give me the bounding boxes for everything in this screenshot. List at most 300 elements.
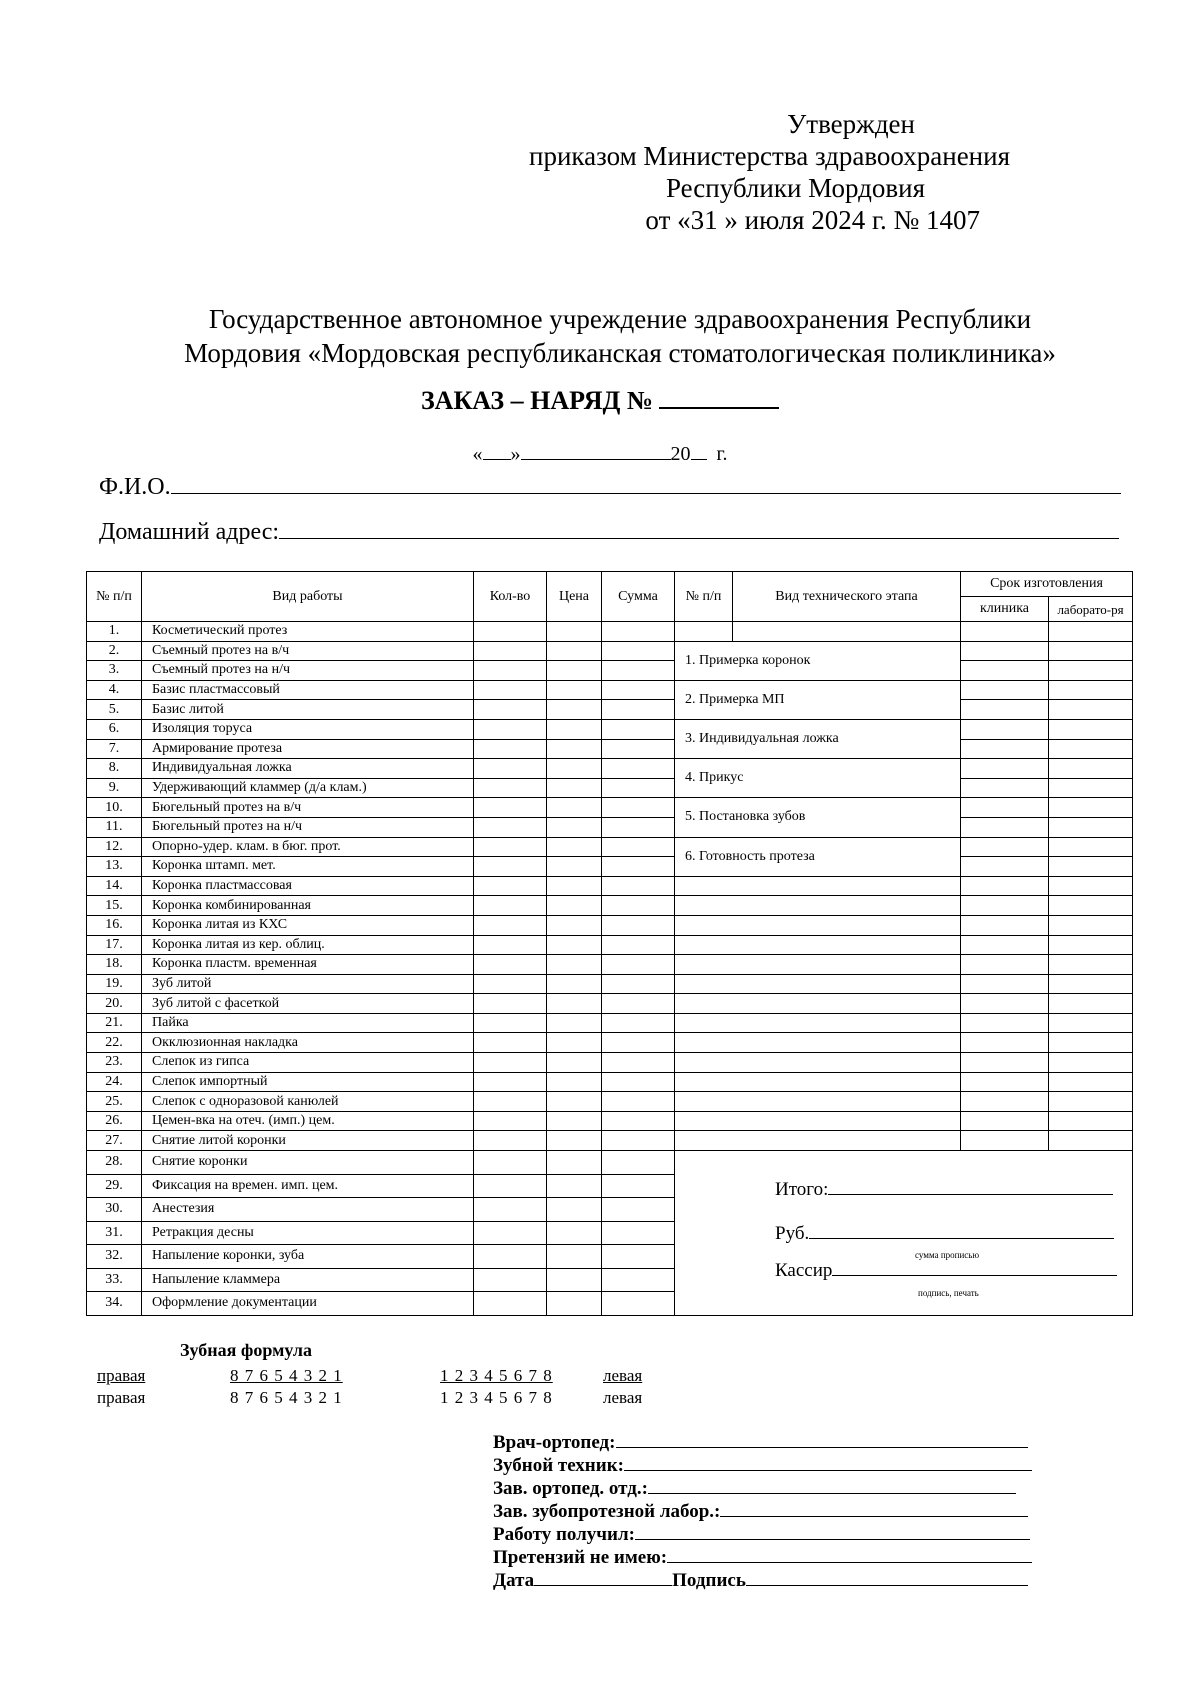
formula-right-teeth-upper: 8 7 6 5 4 3 2 1	[230, 1366, 343, 1385]
qty-cell[interactable]	[474, 739, 547, 759]
address-label: Домашний адрес:	[99, 519, 280, 545]
lab-term-cell[interactable]	[1049, 837, 1133, 857]
qty-cell[interactable]	[474, 1131, 547, 1151]
price-cell[interactable]	[547, 1033, 602, 1053]
table-row	[87, 1072, 1133, 1092]
fio-field[interactable]	[171, 473, 1121, 494]
qty-cell[interactable]	[474, 1013, 547, 1033]
price-cell[interactable]	[547, 974, 602, 994]
work-name: Снятие коронки	[142, 1151, 474, 1175]
price-cell[interactable]	[547, 1268, 602, 1292]
price-cell[interactable]	[547, 719, 602, 739]
table-row	[87, 759, 1133, 779]
clinic-term-cell[interactable]	[961, 935, 1049, 955]
price-cell[interactable]	[547, 622, 602, 642]
order-table	[86, 571, 1133, 1316]
lab-term-cell[interactable]	[1049, 739, 1133, 759]
lab-term-cell[interactable]	[1049, 1131, 1133, 1151]
row-number: 9.	[87, 778, 142, 798]
sig-received-label: Работу получил:	[493, 1524, 635, 1545]
sum-cell[interactable]	[602, 817, 675, 837]
sum-cell[interactable]	[602, 876, 675, 896]
clinic-term-cell[interactable]	[961, 876, 1049, 896]
stage-cell	[675, 1072, 961, 1092]
sum-cell[interactable]	[602, 1151, 675, 1175]
table-row	[87, 857, 1133, 877]
clinic-term-cell[interactable]	[961, 739, 1049, 759]
qty-cell[interactable]	[474, 1111, 547, 1131]
formula-left-label-upper: левая	[603, 1366, 643, 1385]
clinic-term-cell[interactable]	[961, 994, 1049, 1014]
row-number: 18.	[87, 955, 142, 975]
work-name: Армирование протеза	[142, 739, 474, 759]
qty-cell[interactable]	[474, 661, 547, 681]
sum-cell[interactable]	[602, 837, 675, 857]
price-cell[interactable]	[547, 896, 602, 916]
rub-hint: сумма прописью	[915, 1250, 980, 1261]
sig-head-lab-row	[493, 1501, 1028, 1523]
formula-right-label-lower: правая	[97, 1388, 146, 1407]
clinic-term-cell[interactable]	[961, 719, 1049, 739]
stage-cell	[675, 1053, 961, 1073]
sum-cell[interactable]	[602, 1013, 675, 1033]
cashier-label: Кассир	[775, 1260, 833, 1282]
row-number: 13.	[87, 857, 142, 877]
qty-cell[interactable]	[474, 1198, 547, 1222]
work-name: Опорно-удер. клам. в бюг. прот.	[142, 837, 474, 857]
table-row	[87, 837, 1133, 857]
order-number-field[interactable]	[659, 385, 779, 409]
row-number: 14.	[87, 876, 142, 896]
work-name: Цемен-вка на отеч. (имп.) цем.	[142, 1111, 474, 1131]
qty-cell[interactable]	[474, 857, 547, 877]
cashier-field[interactable]	[832, 1260, 1117, 1276]
row-number: 25.	[87, 1092, 142, 1112]
work-name: Съемный протез на в/ч	[142, 641, 474, 661]
qty-cell[interactable]	[474, 896, 547, 916]
lab-term-cell[interactable]	[1049, 876, 1133, 896]
clinic-term-cell[interactable]	[961, 817, 1049, 837]
sum-cell[interactable]	[602, 1221, 675, 1245]
sig-head-lab-field[interactable]	[720, 1501, 1028, 1517]
sum-cell[interactable]	[602, 1268, 675, 1292]
clinic-term-cell[interactable]	[961, 1111, 1049, 1131]
clinic-term-cell[interactable]	[961, 700, 1049, 720]
row-number: 2.	[87, 641, 142, 661]
qty-cell[interactable]	[474, 994, 547, 1014]
clinic-term-cell[interactable]	[961, 857, 1049, 877]
price-cell[interactable]	[547, 1111, 602, 1131]
clinic-term-cell[interactable]	[961, 661, 1049, 681]
lab-term-cell[interactable]	[1049, 935, 1133, 955]
sum-cell[interactable]	[602, 641, 675, 661]
sig-no-claims-field[interactable]	[667, 1547, 1032, 1563]
work-name: Пайка	[142, 1013, 474, 1033]
price-cell[interactable]	[547, 1245, 602, 1269]
lab-term-cell[interactable]	[1049, 680, 1133, 700]
row-number: 12.	[87, 837, 142, 857]
price-cell[interactable]	[547, 778, 602, 798]
organization-name	[130, 302, 1110, 370]
sig-ortho-label: Врач-ортопед:	[493, 1432, 616, 1453]
row-number: 32.	[87, 1245, 142, 1269]
qty-cell[interactable]	[474, 1245, 547, 1269]
row-number: 6.	[87, 719, 142, 739]
price-cell[interactable]	[547, 700, 602, 720]
lab-term-cell[interactable]	[1049, 915, 1133, 935]
row-number: 20.	[87, 994, 142, 1014]
header-work: Вид работы	[142, 572, 474, 622]
row-number: 21.	[87, 1013, 142, 1033]
work-name: Фиксация на времен. имп. цем.	[142, 1174, 474, 1198]
address-row	[99, 518, 1119, 546]
date-day-field[interactable]	[483, 443, 511, 460]
clinic-term-cell[interactable]	[961, 622, 1049, 642]
formula-right-label-upper: правая	[97, 1366, 146, 1385]
sum-cell[interactable]	[602, 1245, 675, 1269]
row-number: 3.	[87, 661, 142, 681]
qty-cell[interactable]	[474, 1174, 547, 1198]
price-cell[interactable]	[547, 857, 602, 877]
address-field[interactable]	[279, 518, 1119, 539]
work-name: Слепок с одноразовой канюлей	[142, 1092, 474, 1112]
rub-field[interactable]	[809, 1223, 1114, 1239]
table-row	[87, 680, 1133, 700]
work-name: Окклюзионная накладка	[142, 1033, 474, 1053]
sum-cell[interactable]	[602, 994, 675, 1014]
lab-term-cell[interactable]	[1049, 817, 1133, 837]
order-table-body	[87, 622, 1133, 1316]
approval-line-2: приказом Министерства здравоохранения	[529, 141, 1010, 171]
qty-cell[interactable]	[474, 974, 547, 994]
stage-name: 2. Примерка МП	[675, 680, 961, 719]
sum-cell[interactable]	[602, 896, 675, 916]
clinic-term-cell[interactable]	[961, 778, 1049, 798]
order-title	[0, 385, 1200, 416]
date-year-prefix: 20	[670, 443, 691, 465]
approval-line-1: Утвержден	[787, 109, 915, 139]
qty-cell[interactable]	[474, 622, 547, 642]
price-cell[interactable]	[547, 1072, 602, 1092]
price-cell[interactable]	[547, 661, 602, 681]
formula-left-label-lower: левая	[603, 1388, 643, 1407]
sum-cell[interactable]	[602, 700, 675, 720]
price-cell[interactable]	[547, 680, 602, 700]
sig-ortho-row	[493, 1432, 1028, 1454]
sum-cell[interactable]	[602, 680, 675, 700]
table-row	[87, 876, 1133, 896]
stage-cell	[675, 876, 961, 896]
sum-cell[interactable]	[602, 1072, 675, 1092]
header-term: Срок изготовления	[961, 572, 1133, 597]
sum-cell[interactable]	[602, 935, 675, 955]
work-name: Зуб литой с фасеткой	[142, 994, 474, 1014]
stage-cell	[675, 994, 961, 1014]
row-number: 5.	[87, 700, 142, 720]
formula-left-teeth-lower: 1 2 3 4 5 6 7 8	[440, 1388, 553, 1407]
lab-term-cell[interactable]	[1049, 622, 1133, 642]
header-qty: Кол-во	[474, 572, 547, 622]
table-row	[87, 798, 1133, 818]
qty-cell[interactable]	[474, 1292, 547, 1316]
rub-label: Руб.	[775, 1223, 810, 1245]
sum-cell[interactable]	[602, 955, 675, 975]
lab-term-cell[interactable]	[1049, 974, 1133, 994]
qty-cell[interactable]	[474, 837, 547, 857]
sum-cell[interactable]	[602, 1111, 675, 1131]
qty-cell[interactable]	[474, 1092, 547, 1112]
price-cell[interactable]	[547, 1131, 602, 1151]
work-name: Напыление коронки, зуба	[142, 1245, 474, 1269]
price-cell[interactable]	[547, 817, 602, 837]
qty-cell[interactable]	[474, 1053, 547, 1073]
qty-cell[interactable]	[474, 641, 547, 661]
sum-cell[interactable]	[602, 759, 675, 779]
stage-cell	[675, 935, 961, 955]
qty-cell[interactable]	[474, 1151, 547, 1175]
stage-cell	[675, 1111, 961, 1131]
price-cell[interactable]	[547, 1013, 602, 1033]
table-row	[87, 974, 1133, 994]
header-sum: Сумма	[602, 572, 675, 622]
qty-cell[interactable]	[474, 680, 547, 700]
clinic-term-cell[interactable]	[961, 641, 1049, 661]
stage-cell	[675, 1033, 961, 1053]
qty-cell[interactable]	[474, 1072, 547, 1092]
sum-cell[interactable]	[602, 798, 675, 818]
organization-line-2: Мордовия «Мордовская республиканская стоматологическая поликлиника»	[184, 338, 1056, 368]
date-year-field[interactable]	[691, 443, 707, 460]
lab-term-cell[interactable]	[1049, 700, 1133, 720]
work-name: Ретракция десны	[142, 1221, 474, 1245]
price-cell[interactable]	[547, 837, 602, 857]
table-row	[87, 1013, 1133, 1033]
lab-term-cell[interactable]	[1049, 1072, 1133, 1092]
row-number: 22.	[87, 1033, 142, 1053]
lab-term-cell[interactable]	[1049, 1111, 1133, 1131]
sig-no-claims-row	[493, 1547, 1032, 1569]
lab-term-cell[interactable]	[1049, 641, 1133, 661]
sig-ortho-field[interactable]	[616, 1432, 1028, 1448]
price-cell[interactable]	[547, 1198, 602, 1222]
work-name: Изоляция торуса	[142, 719, 474, 739]
sum-cell[interactable]	[602, 739, 675, 759]
stage-name: 6. Готовность протеза	[675, 837, 961, 876]
table-row	[87, 1131, 1133, 1151]
lab-term-cell[interactable]	[1049, 994, 1133, 1014]
sum-cell[interactable]	[602, 622, 675, 642]
clinic-term-cell[interactable]	[961, 1131, 1049, 1151]
stage-cell	[675, 1092, 961, 1112]
table-row	[87, 641, 1133, 661]
sig-head-ortho-label: Зав. ортопед. отд.:	[493, 1478, 648, 1499]
clinic-term-cell[interactable]	[961, 915, 1049, 935]
sum-cell[interactable]	[602, 974, 675, 994]
qty-cell[interactable]	[474, 719, 547, 739]
stage-cell	[675, 955, 961, 975]
sig-head-ortho-row	[493, 1478, 1016, 1500]
sig-received-row	[493, 1524, 1030, 1546]
clinic-term-cell[interactable]	[961, 974, 1049, 994]
work-name: Коронка комбинированная	[142, 896, 474, 916]
qty-cell[interactable]	[474, 915, 547, 935]
qty-cell[interactable]	[474, 778, 547, 798]
work-name: Оформление документации	[142, 1292, 474, 1316]
clinic-term-cell[interactable]	[961, 1013, 1049, 1033]
qty-cell[interactable]	[474, 798, 547, 818]
qty-cell[interactable]	[474, 1268, 547, 1292]
row-number: 4.	[87, 680, 142, 700]
clinic-term-cell[interactable]	[961, 1072, 1049, 1092]
sum-cell[interactable]	[602, 778, 675, 798]
lab-term-cell[interactable]	[1049, 1013, 1133, 1033]
work-name: Коронка литая из кер. облиц.	[142, 935, 474, 955]
price-cell[interactable]	[547, 1221, 602, 1245]
price-cell[interactable]	[547, 641, 602, 661]
lab-term-cell[interactable]	[1049, 896, 1133, 916]
price-cell[interactable]	[547, 1092, 602, 1112]
cashier-hint: подпись, печать	[918, 1288, 979, 1299]
date-suffix: г.	[716, 443, 728, 465]
sum-cell[interactable]	[602, 1131, 675, 1151]
price-cell[interactable]	[547, 1151, 602, 1175]
date-month-field[interactable]	[521, 443, 671, 460]
lab-term-cell[interactable]	[1049, 778, 1133, 798]
stage-name: 4. Прикус	[675, 759, 961, 798]
sum-cell[interactable]	[602, 1292, 675, 1316]
totals-block	[675, 1151, 1133, 1316]
stage-name: 5. Постановка зубов	[675, 798, 961, 837]
stage-cell	[675, 896, 961, 916]
price-cell[interactable]	[547, 739, 602, 759]
sum-cell[interactable]	[602, 1053, 675, 1073]
stage-cell	[675, 974, 961, 994]
qty-cell[interactable]	[474, 1033, 547, 1053]
lab-term-cell[interactable]	[1049, 1053, 1133, 1073]
lab-term-cell[interactable]	[1049, 857, 1133, 877]
sig-head-ortho-field[interactable]	[648, 1478, 1016, 1494]
stage-cell	[733, 622, 961, 642]
price-cell[interactable]	[547, 1292, 602, 1316]
table-row	[87, 1111, 1133, 1131]
stage-num-cell	[675, 622, 733, 642]
clinic-term-cell[interactable]	[961, 955, 1049, 975]
clinic-term-cell[interactable]	[961, 798, 1049, 818]
order-title-text: ЗАКАЗ – НАРЯД №	[420, 386, 654, 415]
sum-cell[interactable]	[602, 1198, 675, 1222]
sig-date-field[interactable]	[534, 1570, 672, 1586]
work-name: Слепок импортный	[142, 1072, 474, 1092]
clinic-term-cell[interactable]	[961, 837, 1049, 857]
work-name: Коронка штамп. мет.	[142, 857, 474, 877]
header-stage: Вид технического этапа	[733, 572, 961, 622]
qty-cell[interactable]	[474, 955, 547, 975]
price-cell[interactable]	[547, 994, 602, 1014]
price-cell[interactable]	[547, 935, 602, 955]
sum-cell[interactable]	[602, 1092, 675, 1112]
work-name: Косметический протез	[142, 622, 474, 642]
lab-term-cell[interactable]	[1049, 1033, 1133, 1053]
stage-cell	[675, 1013, 961, 1033]
lab-term-cell[interactable]	[1049, 661, 1133, 681]
lab-term-cell[interactable]	[1049, 955, 1133, 975]
lab-term-cell[interactable]	[1049, 1092, 1133, 1112]
work-name: Удерживающий кламмер (д/а клам.)	[142, 778, 474, 798]
clinic-term-cell[interactable]	[961, 1033, 1049, 1053]
sig-no-claims-label: Претензий не имею:	[493, 1547, 668, 1568]
stage-cell	[675, 1131, 961, 1151]
qty-cell[interactable]	[474, 876, 547, 896]
lab-term-cell[interactable]	[1049, 798, 1133, 818]
table-row	[87, 622, 1133, 642]
sum-cell[interactable]	[602, 1174, 675, 1198]
clinic-term-cell[interactable]	[961, 1092, 1049, 1112]
qty-cell[interactable]	[474, 817, 547, 837]
sum-cell[interactable]	[602, 1033, 675, 1053]
price-cell[interactable]	[547, 1174, 602, 1198]
price-cell[interactable]	[547, 1053, 602, 1073]
price-cell[interactable]	[547, 759, 602, 779]
work-name: Съемный протез на н/ч	[142, 661, 474, 681]
qty-cell[interactable]	[474, 935, 547, 955]
sum-cell[interactable]	[602, 661, 675, 681]
sum-cell[interactable]	[602, 719, 675, 739]
row-number: 29.	[87, 1174, 142, 1198]
table-row	[87, 915, 1133, 935]
sig-date-row	[493, 1570, 1028, 1592]
work-name: Анестезия	[142, 1198, 474, 1222]
qty-cell[interactable]	[474, 700, 547, 720]
header-num: № п/п	[87, 572, 142, 622]
lab-term-cell[interactable]	[1049, 759, 1133, 779]
price-cell[interactable]	[547, 915, 602, 935]
approval-line-3: Республики Мордовия	[665, 173, 925, 203]
work-name: Напыление кламмера	[142, 1268, 474, 1292]
total-field[interactable]	[828, 1179, 1113, 1195]
price-cell[interactable]	[547, 955, 602, 975]
price-cell[interactable]	[547, 798, 602, 818]
sig-received-field[interactable]	[635, 1524, 1030, 1540]
clinic-term-cell[interactable]	[961, 759, 1049, 779]
table-row	[87, 817, 1133, 837]
work-name: Слепок из гипса	[142, 1053, 474, 1073]
table-row	[87, 955, 1133, 975]
sig-tech-field[interactable]	[624, 1455, 1032, 1471]
clinic-term-cell[interactable]	[961, 680, 1049, 700]
sum-cell[interactable]	[602, 857, 675, 877]
formula-title: Зубная формула	[180, 1340, 312, 1360]
sig-sign-field[interactable]	[746, 1570, 1028, 1586]
clinic-term-cell[interactable]	[961, 1053, 1049, 1073]
qty-cell[interactable]	[474, 759, 547, 779]
qty-cell[interactable]	[474, 1221, 547, 1245]
row-number: 16.	[87, 915, 142, 935]
formula-left-teeth-upper: 1 2 3 4 5 6 7 8	[440, 1366, 553, 1385]
header-stage-num: № п/п	[675, 572, 733, 622]
sum-cell[interactable]	[602, 915, 675, 935]
sig-head-lab-label: Зав. зубопротезной лабор.:	[493, 1501, 721, 1522]
table-row	[87, 994, 1133, 1014]
work-name: Индивидуальная ложка	[142, 759, 474, 779]
clinic-term-cell[interactable]	[961, 896, 1049, 916]
lab-term-cell[interactable]	[1049, 719, 1133, 739]
price-cell[interactable]	[547, 876, 602, 896]
table-row	[87, 1033, 1133, 1053]
row-number: 30.	[87, 1198, 142, 1222]
work-name: Коронка пластмассовая	[142, 876, 474, 896]
total-row	[775, 1179, 1113, 1201]
row-number: 1.	[87, 622, 142, 642]
